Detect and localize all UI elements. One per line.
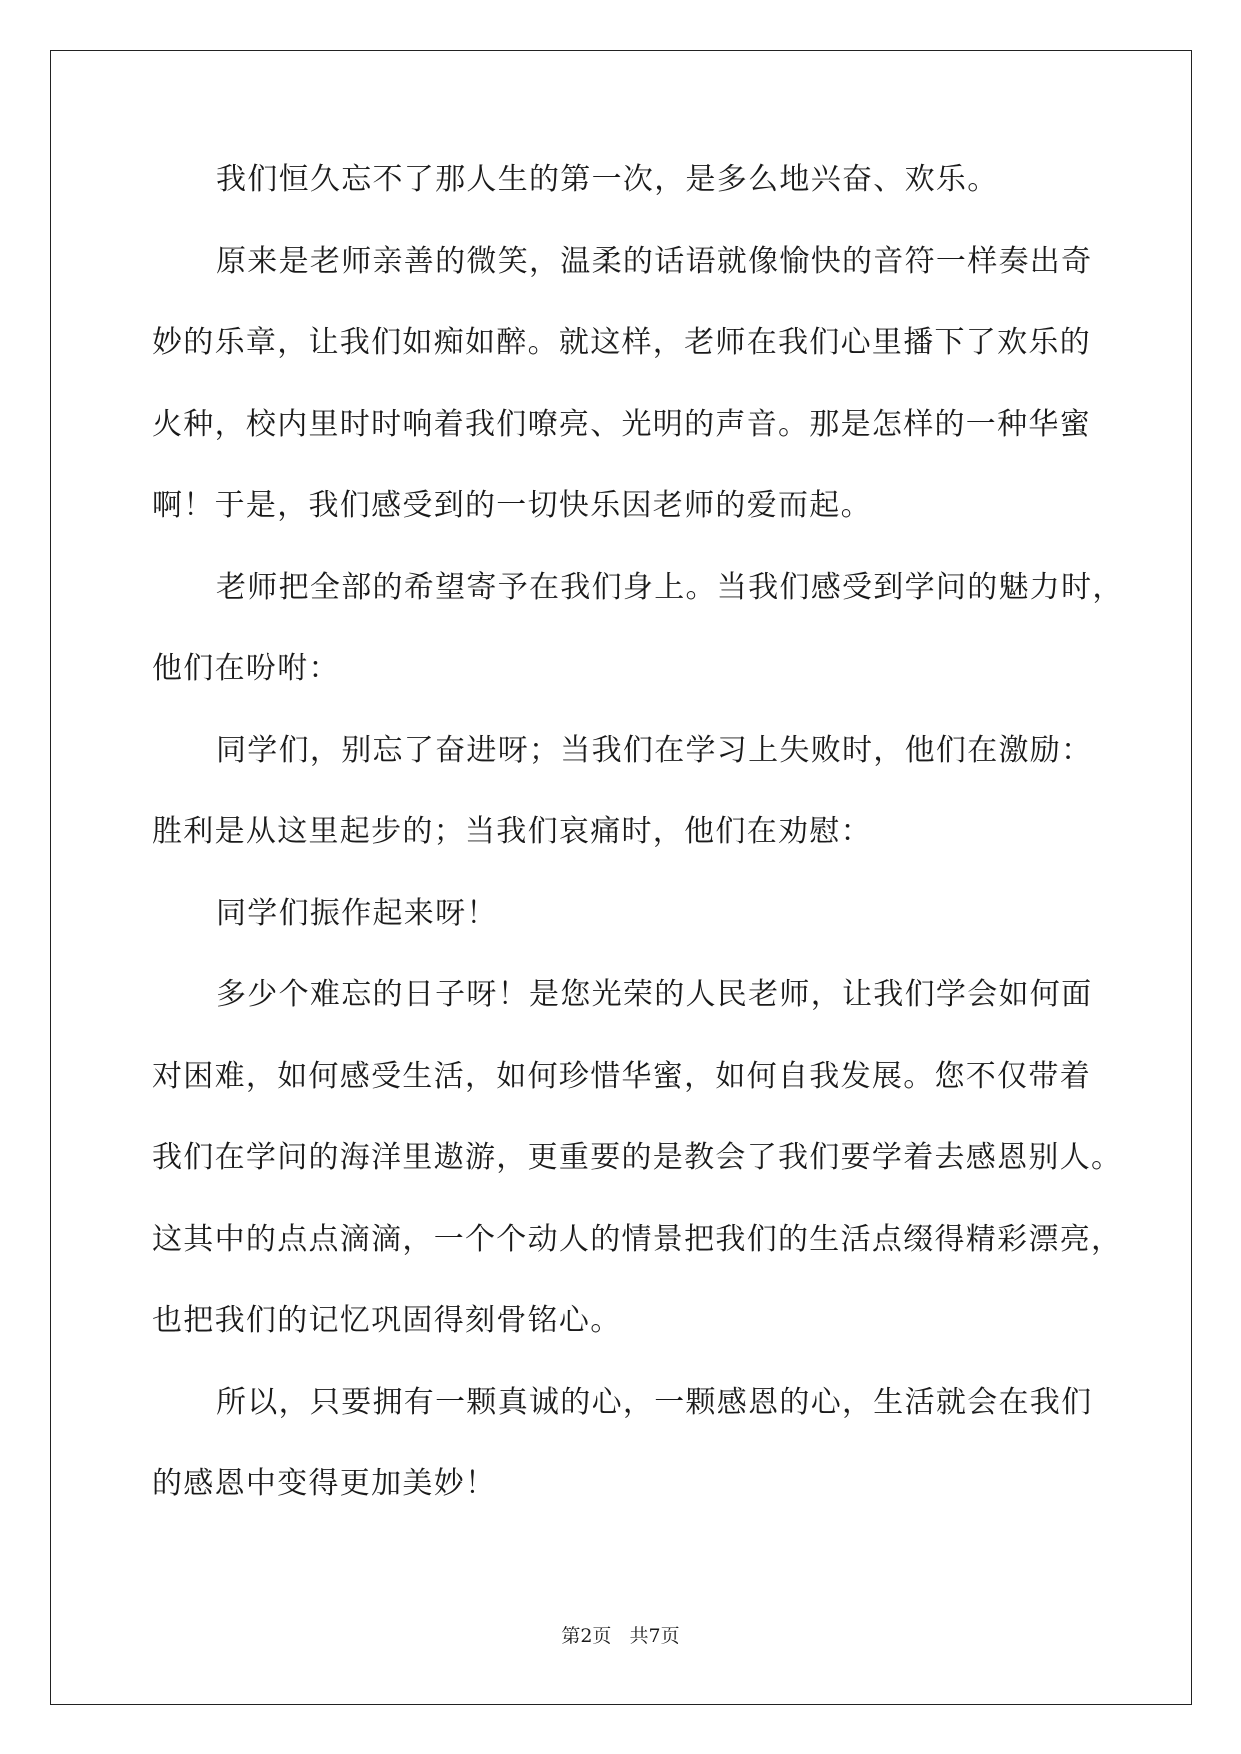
text-line: 火种，校内里时时响着我们嘹亮、光明的声音。那是怎样的一种华蜜 bbox=[152, 406, 1091, 442]
text-line: 所以，只要拥有一颗真诚的心，一颗感恩的心，生活就会在我们 bbox=[216, 1384, 1093, 1420]
text-line: 多少个难忘的日子呀！是您光荣的人民老师，让我们学会如何面 bbox=[216, 977, 1093, 1012]
text-line: 对困难，如何感受生活，如何珍惜华蜜，如何自我发展。您不仅带着 bbox=[152, 1058, 1091, 1094]
text-line: 啊！于是，我们感受到的一切快乐因老师的爱而起。 bbox=[152, 488, 872, 523]
text-line: 这其中的点点滴滴，一个个动人的情景把我们的生活点缀得精彩漂亮， bbox=[152, 1221, 1123, 1257]
text-line: 也把我们的记忆巩固得刻骨铭心。 bbox=[152, 1303, 622, 1338]
text-line: 同学们振作起来呀！ bbox=[216, 895, 498, 931]
text-line: 原来是老师亲善的微笑，温柔的话语就像愉快的音符一样奏出奇 bbox=[216, 243, 1093, 279]
text-line: 同学们，别忘了奋进呀；当我们在学习上失败时，他们在激励： bbox=[216, 732, 1093, 768]
page-number-footer: 第2页 共7页 bbox=[561, 1625, 680, 1647]
text-line: 他们在吩咐： bbox=[152, 651, 340, 686]
text-line: 老师把全部的希望寄予在我们身上。当我们感受到学问的魅力时， bbox=[216, 569, 1124, 605]
text-line: 胜利是从这里起步的；当我们哀痛时，他们在劝慰： bbox=[152, 814, 872, 849]
document-body bbox=[152, 162, 1124, 1548]
text-line: 的感恩中变得更加美妙！ bbox=[152, 1466, 497, 1501]
text-line: 我们在学问的海洋里遨游，更重要的是教会了我们要学着去感恩别人。 bbox=[152, 1140, 1123, 1175]
text-line: 我们恒久忘不了那人生的第一次，是多么地兴奋、欢乐。 bbox=[216, 162, 999, 197]
text-line: 妙的乐章，让我们如痴如醉。就这样，老师在我们心里播下了欢乐的 bbox=[152, 325, 1091, 360]
